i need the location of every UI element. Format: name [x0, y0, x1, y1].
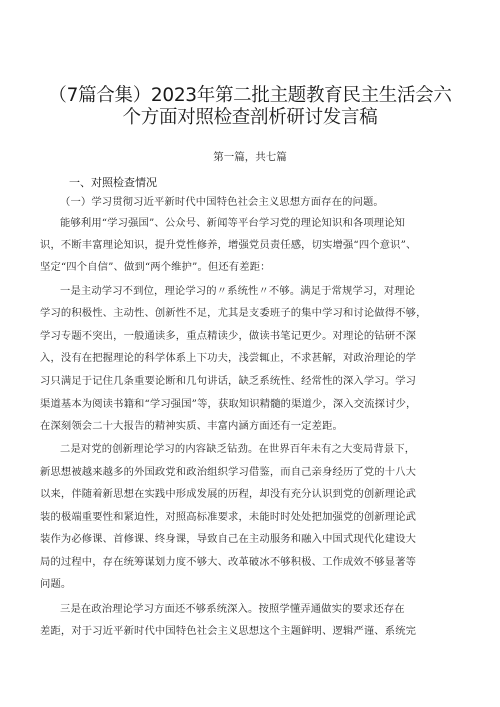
body-line: 学习专题不突出，一般通读多，重点精读少，做读书笔记更少。对理论的钻研不深	[40, 330, 417, 342]
body-line: 学习的积极性、主动性、创新性不足，尤其是支委班子的集中学习和讨论做得不够，	[40, 307, 427, 319]
body-line: 识，不断丰富理论知识，提升党性修养，增强党员责任感，切实增强“四个意识”、	[40, 239, 417, 251]
body-line: 坚定“四个自信”、做到“两个维护”。但还有差距：	[40, 261, 271, 273]
body-line: 以来，伴随着新思想在实践中形成发展的历程，却没有充分认识到党的创新理论武	[40, 488, 417, 500]
document-title-line-1: （7篇合集）2023年第二批主题教育民主生活会六	[48, 85, 452, 106]
body-line: 局的过程中，存在统筹谋划力度不够大、改革破冰不够积极、工作成效不够显著等	[40, 556, 417, 568]
body-line: 三是在政治理论学习方面还不够系统深入。按照学懂弄通做实的要求还存在	[60, 603, 405, 615]
body-line: 入，没有在把握理论的科学体系上下功夫，浅尝辄止，不求甚解，对政治理论的学	[40, 352, 417, 364]
body-line: 装的极端重要性和紧迫性，对照高标准要求，未能时时处处把加强党的创新理论武	[40, 511, 417, 523]
body-line: （一）学习贯彻习近平新时代中国特色社会主义思想方面存在的问题。	[60, 196, 384, 208]
body-line: 能够利用“学习强国”、公众号、新闻等平台学习党的理论知识和各项理论知	[60, 217, 406, 229]
body-line: 差距，对于习近平新时代中国特色社会主义思想这个主题鲜明、逻辑严谨、系统完	[40, 625, 417, 637]
section-heading: 一、对照检查情况	[69, 176, 157, 189]
body-line: 一是主动学习不到位，理论学习的〃系统性〃不够。满足于常规学习，对理论	[60, 285, 416, 297]
body-line: 新思想被越来越多的外国政党和政治组织学习借鉴，而自己亲身经历了党的十八大	[40, 466, 417, 478]
body-line: 在深刻领会二十大报告的精神实质、丰富内涵方面还有一定差距。	[40, 420, 343, 432]
body-line: 问题。	[40, 578, 72, 590]
body-line: 装作为必修课、首修课、终身课，导致自己在主动服务和融入中国式现代化建设大	[40, 533, 417, 545]
document-title-line-2: 个方面对照检查剖析研讨发言稿	[122, 107, 378, 128]
body-line: 习只满足于记住几条重要论断和几句讲话，缺乏系统性、经常性的深入学习。学习	[40, 375, 417, 387]
body-line: 渠道基本为阅读书籍和“学习强国”等，获取知识精髓的渠道少，深入交流探讨少，	[40, 398, 417, 410]
body-line: 二是对党的创新理论学习的内容缺乏钻劲。在世界百年未有之大变局背景下，	[60, 443, 416, 455]
document-subtitle: 第一篇，共七篇	[213, 151, 287, 163]
